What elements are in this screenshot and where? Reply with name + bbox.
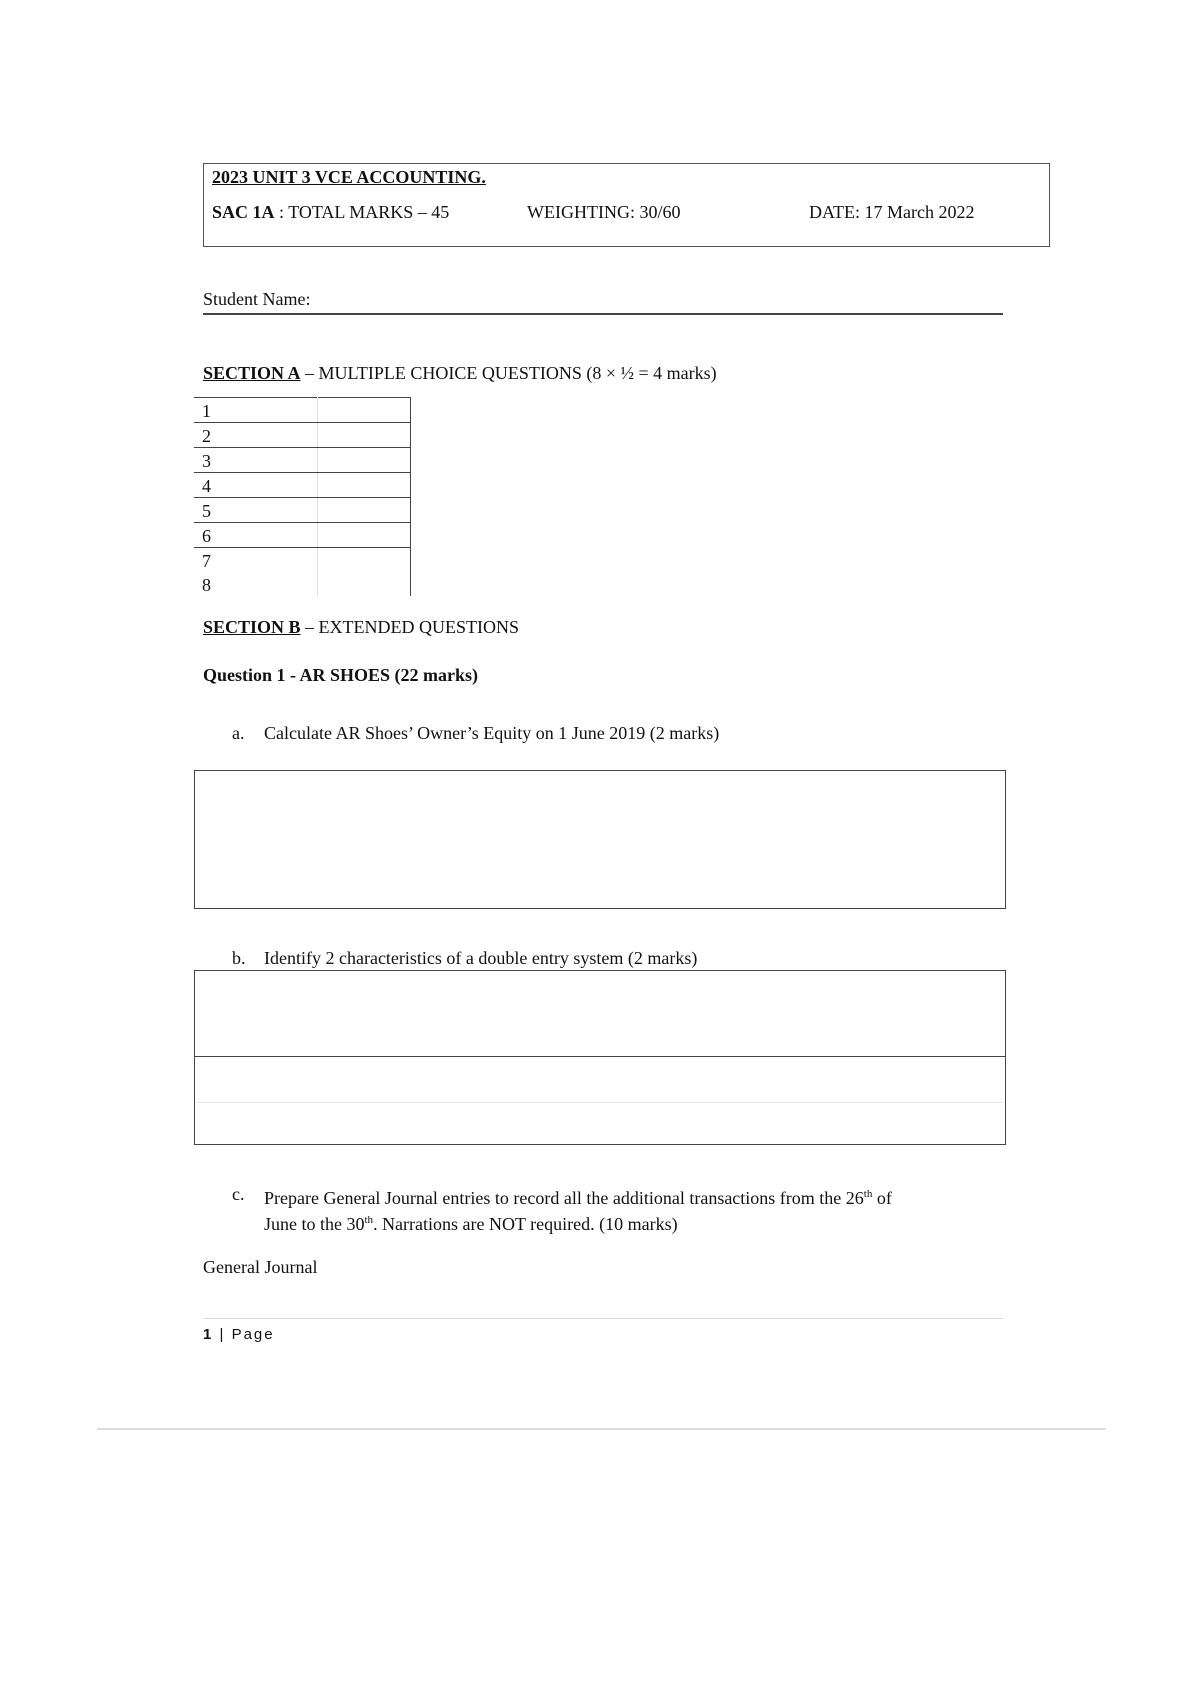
- sac-label: SAC 1A: [212, 202, 275, 222]
- part-c-line-2: [264, 1209, 678, 1235]
- part-c-sup-1: th: [863, 1188, 873, 1200]
- mcq-row: [194, 423, 411, 448]
- mcq-row: [194, 523, 411, 548]
- mcq-row: [194, 498, 411, 523]
- page-divider: [97, 1428, 1106, 1430]
- section-b-label: SECTION B: [203, 617, 301, 637]
- mcq-row: [194, 448, 411, 473]
- section-a-heading: [203, 362, 717, 384]
- mcq-number: 6: [194, 523, 318, 548]
- mcq-number: 5: [194, 498, 318, 523]
- mcq-answer-cell[interactable]: [318, 523, 411, 548]
- part-c-sup-2: th: [364, 1214, 374, 1226]
- part-a-answer-box[interactable]: [194, 770, 1006, 909]
- exam-title: 2023 UNIT 3 VCE ACCOUNTING.: [212, 167, 486, 187]
- mcq-answer-cell[interactable]: [318, 498, 411, 523]
- part-c-letter: c.: [232, 1184, 245, 1204]
- total-marks: : TOTAL MARKS – 45: [274, 202, 450, 222]
- mcq-number: 1: [194, 398, 318, 423]
- section-a-label: SECTION A: [203, 363, 301, 383]
- part-a-letter: a.: [232, 723, 245, 743]
- page-footer: [203, 1326, 275, 1343]
- part-b-answer-box[interactable]: [194, 970, 1006, 1145]
- mcq-number: 7: [194, 548, 318, 573]
- footer-rule: [203, 1318, 1003, 1319]
- mcq-number: 4: [194, 473, 318, 498]
- student-name-field[interactable]: [203, 313, 1003, 315]
- part-c-text-2-end: . Narrations are NOT required. (10 marks): [373, 1214, 678, 1234]
- question-1-title: Question 1 - AR SHOES (22 marks): [203, 665, 479, 685]
- part-b-faint-rule: [196, 1102, 1004, 1103]
- exam-date: DATE: 17 March 2022: [809, 202, 975, 222]
- mcq-answer-cell[interactable]: [318, 423, 411, 448]
- part-c-text-2: June to the 30: [264, 1214, 365, 1234]
- mcq-answer-cell[interactable]: [318, 572, 411, 596]
- part-b-text: Identify 2 characteristics of a double entry system (2 marks): [264, 948, 698, 968]
- part-b-divider: [194, 1056, 1006, 1057]
- mcq-row: [194, 398, 411, 423]
- general-journal-label: General Journal: [203, 1257, 318, 1277]
- section-a-title: – MULTIPLE CHOICE QUESTIONS (8 × ½ = 4 marks): [300, 363, 717, 383]
- page-number: 1: [203, 1326, 214, 1343]
- mcq-row: [194, 473, 411, 498]
- student-name-label: Student Name:: [203, 289, 311, 309]
- mcq-answer-table: [194, 397, 411, 596]
- mcq-number: 2: [194, 423, 318, 448]
- mcq-number: 8: [194, 572, 318, 596]
- part-c-line-1: [264, 1183, 892, 1209]
- mcq-number: 3: [194, 448, 318, 473]
- mcq-answer-cell[interactable]: [318, 548, 411, 573]
- mcq-answer-cell[interactable]: [318, 448, 411, 473]
- part-c-text-1: Prepare General Journal entries to record all the additional transactions from the 26: [264, 1188, 864, 1208]
- mcq-row: [194, 572, 411, 596]
- mcq-row: [194, 548, 411, 573]
- weighting: WEIGHTING: 30/60: [527, 202, 681, 222]
- page-separator: |: [213, 1326, 232, 1343]
- page-word: Page: [231, 1326, 275, 1343]
- part-b-letter: b.: [232, 948, 246, 968]
- section-b-heading: [203, 616, 519, 638]
- part-c-text-1-end: of: [872, 1188, 892, 1208]
- sac-info: [212, 201, 449, 223]
- section-b-title: – EXTENDED QUESTIONS: [300, 617, 520, 637]
- mcq-answer-cell[interactable]: [318, 398, 411, 423]
- part-a-text: Calculate AR Shoes’ Owner’s Equity on 1 June 2019 (2 marks): [264, 723, 720, 743]
- mcq-answer-cell[interactable]: [318, 473, 411, 498]
